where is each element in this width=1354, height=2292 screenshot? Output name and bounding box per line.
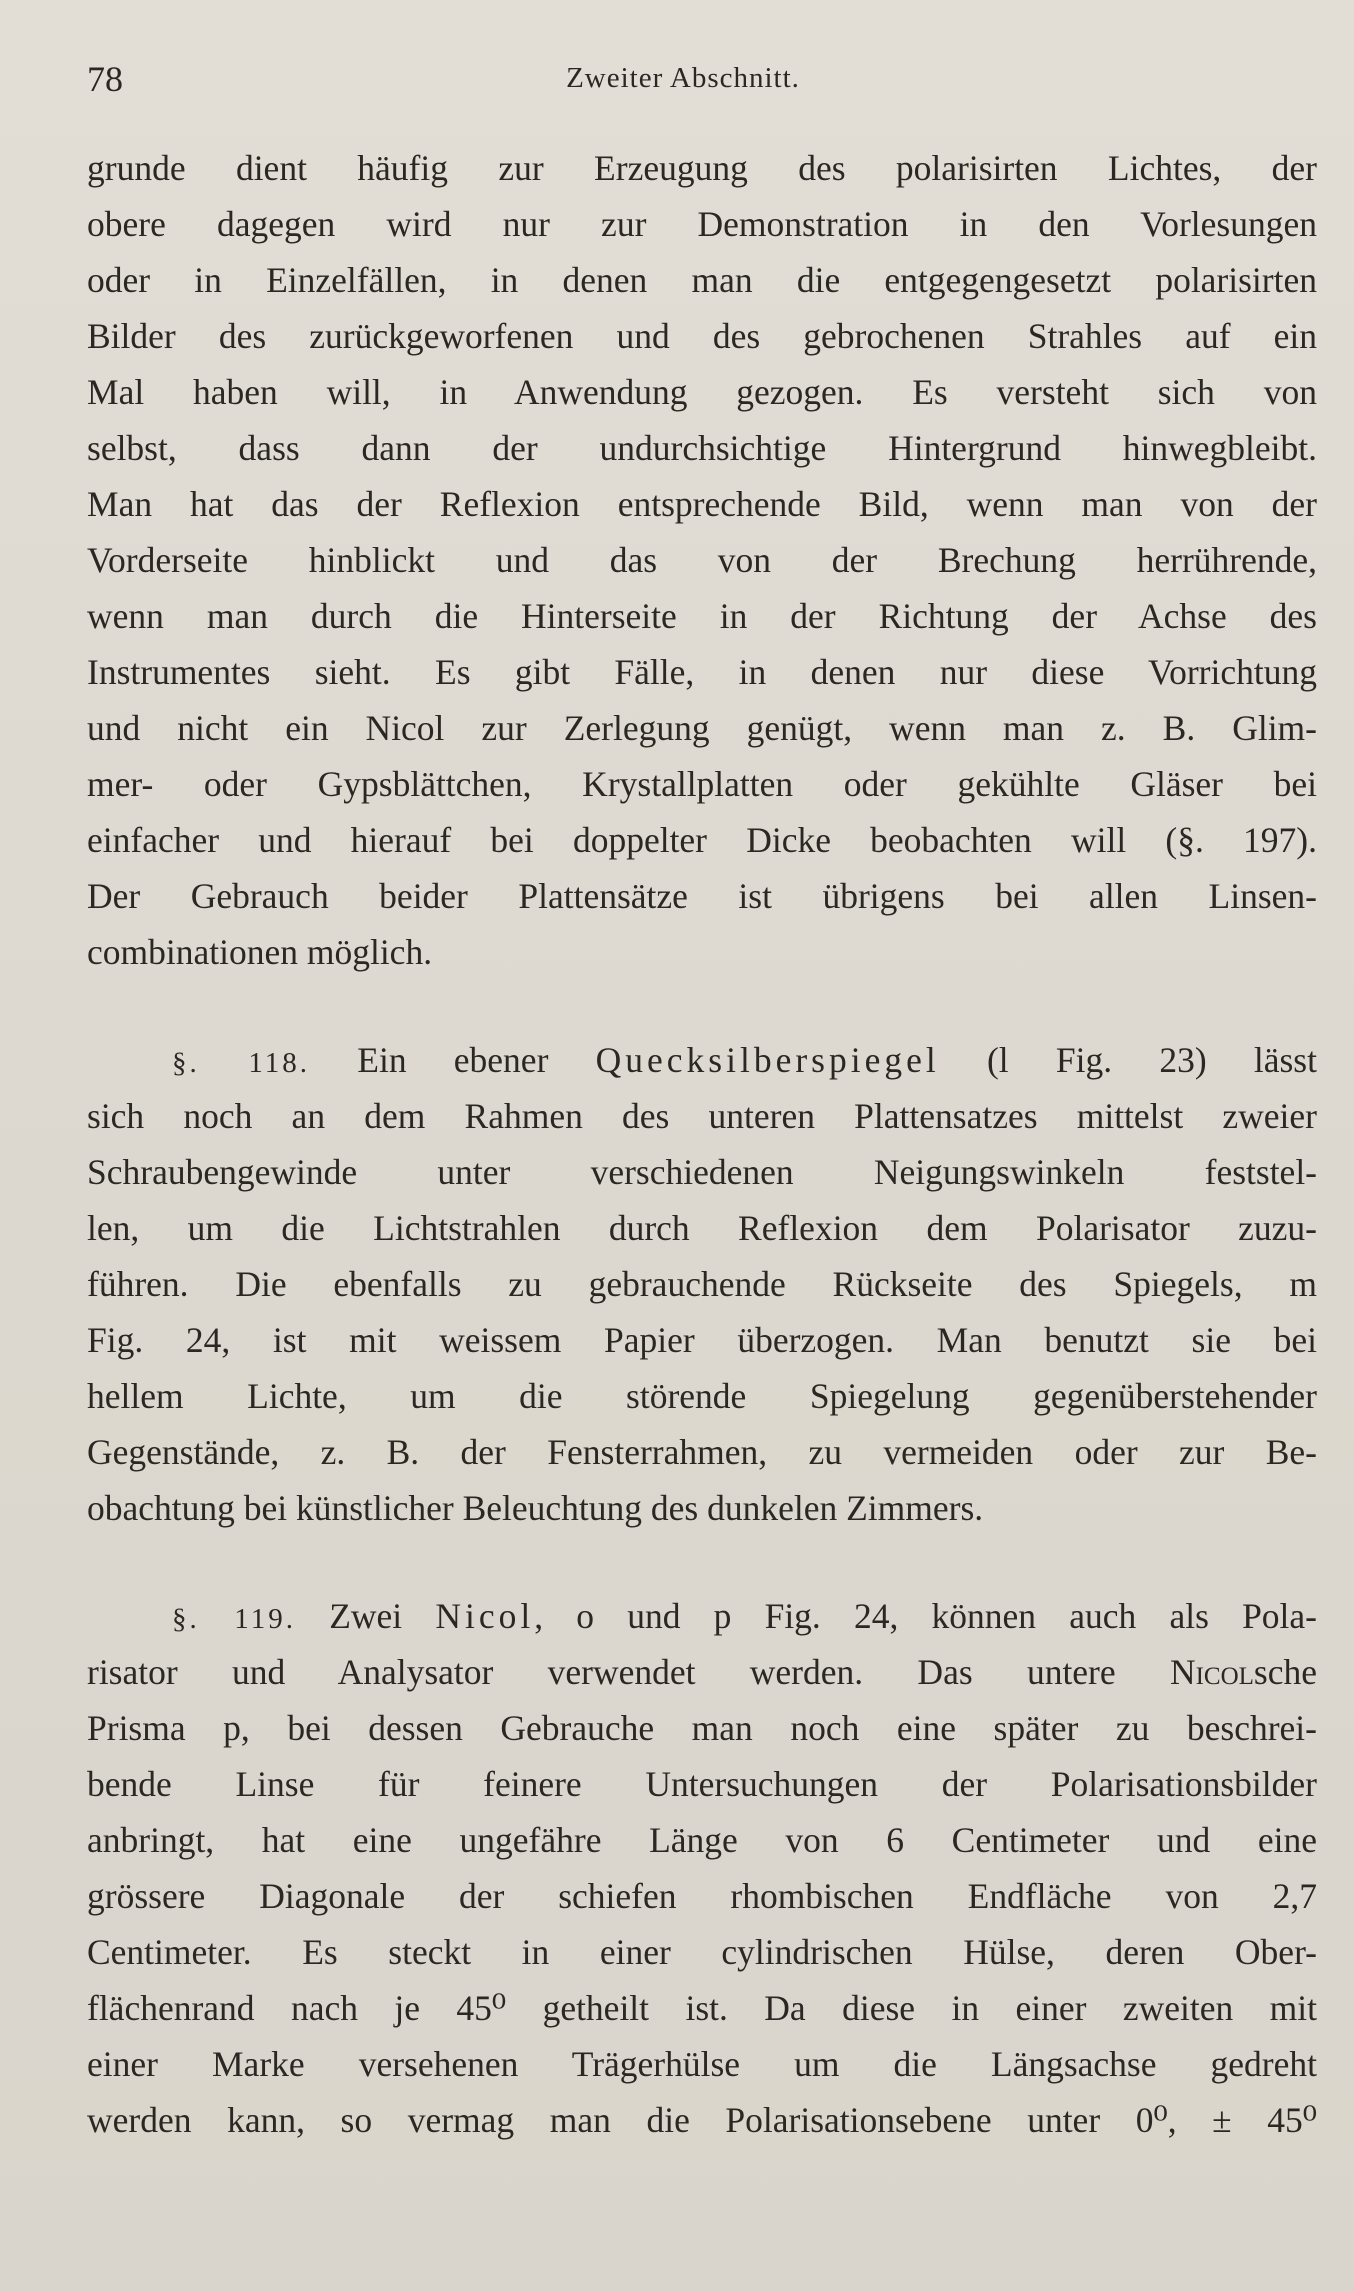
smallcaps-term: Nicol — [1169, 1652, 1254, 1692]
text-line: Gegenstände, z. B. der Fensterrahmen, zu vermeiden oder zur Be- — [87, 1432, 1317, 1472]
paragraph-3 — [87, 1588, 1317, 2148]
text-line: hellem Lichte, um die störende Spiegelung gegenüberstehender — [87, 1376, 1317, 1416]
section-number: §. 118. — [172, 1047, 311, 1079]
paragraph-gap — [87, 980, 1317, 1032]
text-run: , o und p Fig. 24, können auch als Pola- — [534, 1596, 1317, 1636]
text-line: oder in Einzelfällen, in denen man die entgegengesetzt polarisirten — [87, 260, 1317, 300]
paragraph-2 — [87, 1032, 1317, 1536]
text-line: mer- oder Gypsblättchen, Krystallplatten oder gekühlte Gläser bei — [87, 764, 1317, 804]
text-line: flächenrand nach je 45⁰ getheilt ist. Da diese in einer zweiten mit — [87, 1988, 1317, 2028]
text-run: risator und Analysator verwendet werden. Das untere — [87, 1652, 1116, 1692]
section-heading-line — [87, 1588, 1317, 1644]
text-line: combinationen möglich. — [87, 932, 433, 972]
text-line: len, um die Lichtstrahlen durch Reflexion dem Polarisator zuzu- — [87, 1208, 1317, 1248]
spaced-term: Quecksilberspiegel — [595, 1040, 940, 1080]
text-run: sche — [1253, 1652, 1318, 1692]
text-line: führen. Die ebenfalls zu gebrauchende Rückseite des Spiegels, m — [87, 1264, 1317, 1304]
text-line: grunde dient häufig zur Erzeugung des polarisirten Lichtes, der — [87, 148, 1317, 188]
text-run: Ein ebener — [357, 1040, 549, 1080]
text-line: wenn man durch die Hinterseite in der Richtung der Achse des — [87, 596, 1317, 636]
text-line: Instrumentes sieht. Es gibt Fälle, in denen nur diese Vorrichtung — [87, 652, 1317, 692]
text-line: Der Gebrauch beider Plattensätze ist übrigens bei allen Linsen- — [87, 876, 1317, 916]
text-line: sich noch an dem Rahmen des unteren Plattensatzes mittelst zweier — [87, 1096, 1317, 1136]
section-title: Zweiter Abschnitt. — [566, 62, 800, 94]
text-line: bende Linse für feinere Untersuchungen der Polarisationsbilder — [87, 1764, 1317, 1804]
text-line: werden kann, so vermag man die Polarisationsebene unter 0⁰, ± 45⁰ — [87, 2100, 1317, 2140]
text-line — [87, 1644, 1317, 1700]
text-line: anbringt, hat eine ungefähre Länge von 6 Centimeter und eine — [87, 1820, 1317, 1860]
text-run: Zwei — [329, 1596, 403, 1636]
text-line: selbst, dass dann der undurchsichtige Hintergrund hinwegbleibt. — [87, 428, 1317, 468]
text-run: (l Fig. 23) lässt — [986, 1040, 1317, 1080]
text-line: Prisma p, bei dessen Gebrauche man noch eine später zu beschrei- — [87, 1708, 1317, 1748]
page-body — [87, 140, 1317, 2148]
section-heading-line — [87, 1032, 1317, 1088]
paragraph-gap — [87, 1536, 1317, 1588]
running-head — [87, 58, 1279, 106]
text-line: Centimeter. Es steckt in einer cylindrischen Hülse, deren Ober- — [87, 1932, 1317, 1972]
text-line: Vorderseite hinblickt und das von der Brechung herrührende, — [87, 540, 1317, 580]
section-number: §. 119. — [172, 1603, 296, 1635]
text-line: Fig. 24, ist mit weissem Papier überzogen. Man benutzt sie bei — [87, 1320, 1317, 1360]
text-line: obachtung bei künstlicher Beleuchtung des dunkelen Zimmers. — [87, 1488, 984, 1528]
text-line: Mal haben will, in Anwendung gezogen. Es versteht sich von — [87, 372, 1317, 412]
text-line: Bilder des zurückgeworfenen und des gebrochenen Strahles auf ein — [87, 316, 1317, 356]
spaced-term: Nicol — [435, 1596, 535, 1636]
text-line: und nicht ein Nicol zur Zerlegung genügt, wenn man z. B. Glim- — [87, 708, 1317, 748]
page-number: 78 — [87, 59, 123, 99]
text-line: grössere Diagonale der schiefen rhombischen Endfläche von 2,7 — [87, 1876, 1317, 1916]
text-line: obere dagegen wird nur zur Demonstration in den Vorlesungen — [87, 204, 1317, 244]
text-line: Schraubengewinde unter verschiedenen Neigungswinkeln feststel- — [87, 1152, 1317, 1192]
paragraph-1 — [87, 140, 1317, 980]
text-line: einer Marke versehenen Trägerhülse um die Längsachse gedreht — [87, 2044, 1317, 2084]
text-line: Man hat das der Reflexion entsprechende Bild, wenn man von der — [87, 484, 1317, 524]
text-line: einfacher und hierauf bei doppelter Dicke beobachten will (§. 197). — [87, 820, 1317, 860]
